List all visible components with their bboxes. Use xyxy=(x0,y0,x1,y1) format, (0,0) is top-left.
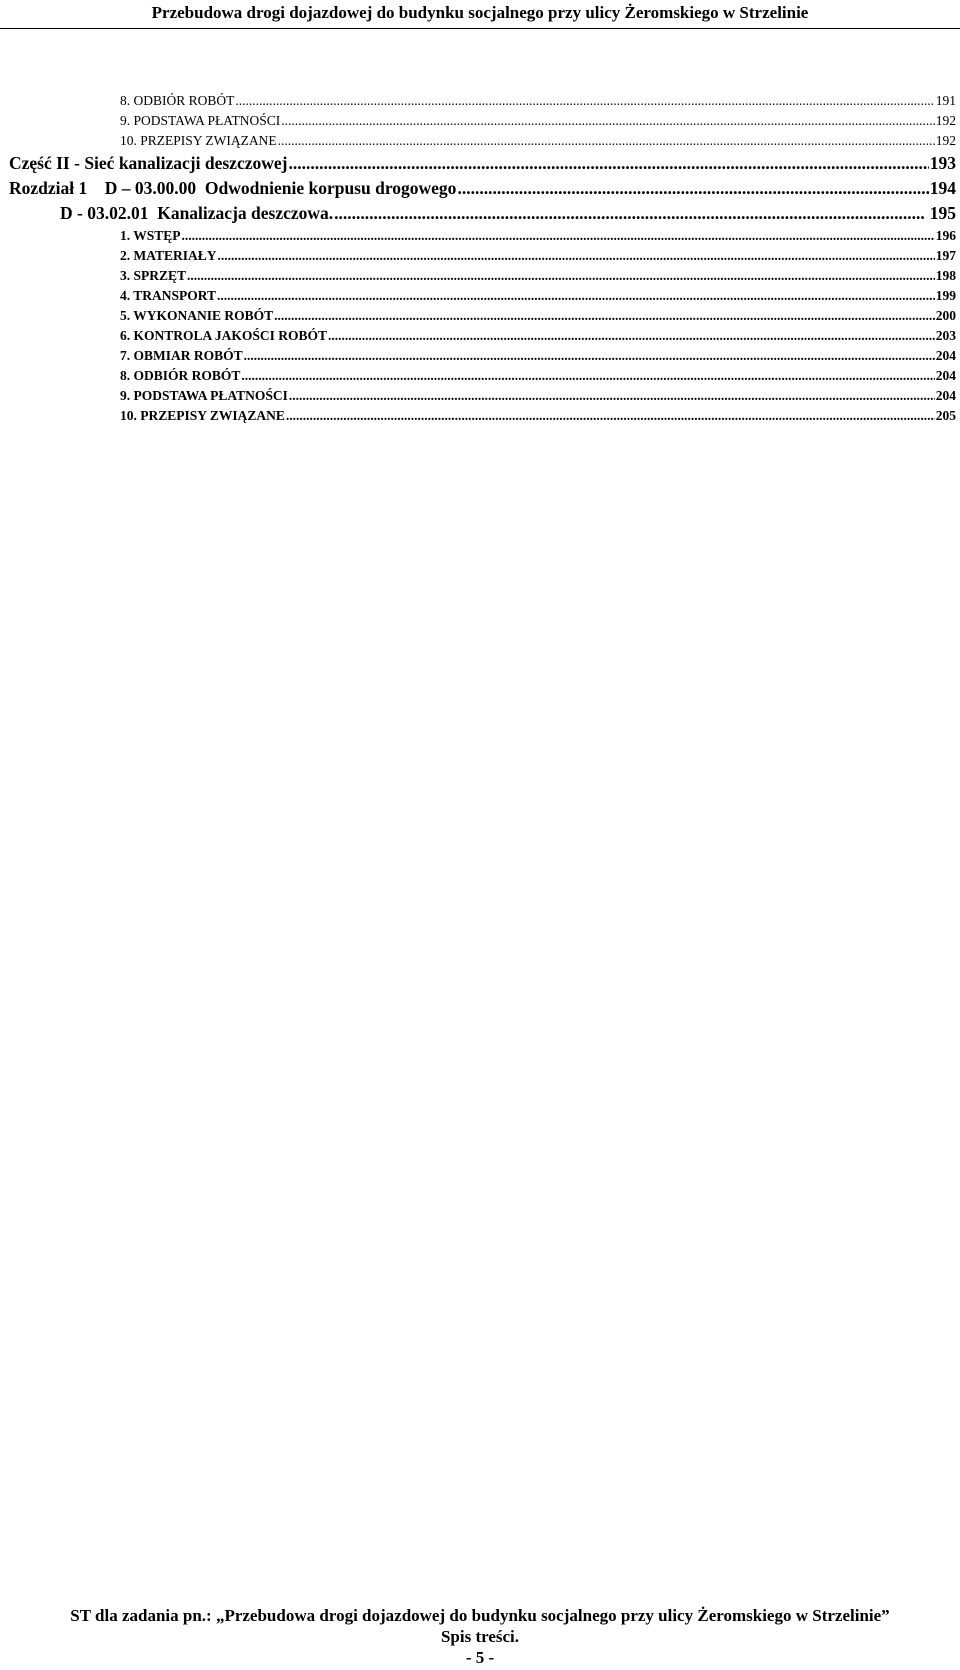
toc-entry[interactable] xyxy=(120,368,956,384)
toc-entry-label: D - 03.02.01 Kanalizacja deszczowa. xyxy=(60,203,334,223)
toc-leader-dots xyxy=(286,408,935,424)
toc-entry[interactable] xyxy=(120,328,956,344)
toc-entry-page: 191 xyxy=(935,93,956,108)
toc-entry-page: 198 xyxy=(935,268,956,283)
toc-entry-label: 4. TRANSPORT xyxy=(120,288,217,303)
toc-entry-page: 204 xyxy=(935,388,956,403)
toc-leader-dots xyxy=(328,328,935,344)
toc-entry-label: Rozdział 1 D – 03.00.00 Odwodnienie korpusu drogowego xyxy=(9,178,457,198)
toc-entry-page: 195 xyxy=(925,203,956,223)
toc-leader-dots xyxy=(288,153,928,174)
toc-entry-page: 193 xyxy=(929,153,956,173)
page-header xyxy=(0,0,960,29)
toc-entry-label: 7. OBMIAR ROBÓT xyxy=(120,348,243,363)
toc-entry-page: 197 xyxy=(935,248,956,263)
toc-entry[interactable] xyxy=(120,268,956,284)
toc-entry-label: 8. ODBIÓR ROBÓT xyxy=(120,368,241,383)
toc-entry[interactable] xyxy=(120,228,956,244)
toc-entry-page: 196 xyxy=(935,228,956,243)
toc-entry-page: 199 xyxy=(935,288,956,303)
toc-entry-label: 5. WYKONANIE ROBÓT xyxy=(120,308,274,323)
toc-entry-page: 204 xyxy=(935,368,956,383)
toc-entry-label: 10. PRZEPISY ZWIĄZANE xyxy=(120,408,285,423)
toc-entry-page: 203 xyxy=(935,328,956,343)
toc-leader-dots xyxy=(244,348,935,364)
toc-entry[interactable] xyxy=(120,113,956,129)
footer-section-name: Spis treści. xyxy=(440,1627,520,1646)
toc-entry[interactable] xyxy=(120,93,956,109)
page-footer xyxy=(0,1605,960,1668)
footer-document-title: ST dla zadania pn.: „Przebudowa drogi dojazdowej do budynku socjalnego przy ulicy Żeromskiego w Strzelinie” xyxy=(70,1606,890,1625)
toc-leader-dots xyxy=(457,178,928,199)
toc-entry[interactable] xyxy=(120,308,956,324)
toc-leader-dots xyxy=(278,133,935,149)
toc-entry[interactable] xyxy=(120,288,956,304)
toc-entry-label: 3. SPRZĘT xyxy=(120,268,187,283)
toc-entry-page: 192 xyxy=(935,113,956,128)
toc-leader-dots xyxy=(187,268,935,284)
toc-leader-dots xyxy=(235,93,934,109)
toc-entry-label: 2. MATERIAŁY xyxy=(120,248,217,263)
toc-leader-dots xyxy=(218,248,935,264)
toc-entry-label: 1. WSTĘP xyxy=(120,228,181,243)
toc-entry[interactable] xyxy=(120,388,956,404)
toc-entry-label: 6. KONTROLA JAKOŚCI ROBÓT xyxy=(120,328,328,343)
toc-entry-page: 192 xyxy=(935,133,956,148)
toc-leader-dots xyxy=(217,288,935,304)
toc-entry-page: 194 xyxy=(929,178,956,198)
toc-entry[interactable] xyxy=(120,248,956,264)
toc-entry[interactable] xyxy=(120,348,956,364)
toc-entry-label: Część II - Sieć kanalizacji deszczowej xyxy=(9,153,288,173)
toc-entry[interactable] xyxy=(120,408,956,424)
header-title: Przebudowa drogi dojazdowej do budynku socjalnego przy ulicy Żeromskiego w Strzelinie xyxy=(151,3,809,22)
toc-entry-label: 9. PODSTAWA PŁATNOŚCI xyxy=(120,113,281,128)
toc-entry-label: 10. PRZEPISY ZWIĄZANE xyxy=(120,133,277,148)
toc-leader-dots xyxy=(289,388,935,404)
toc-entry[interactable] xyxy=(120,133,956,149)
toc-leader-dots xyxy=(334,203,924,224)
toc-leader-dots xyxy=(281,113,935,129)
toc-entry[interactable] xyxy=(60,203,956,224)
footer-page-number: - 5 - xyxy=(465,1648,495,1667)
toc-leader-dots xyxy=(274,308,935,324)
toc-leader-dots xyxy=(182,228,935,244)
toc-leader-dots xyxy=(241,368,934,384)
toc-entry-page: 205 xyxy=(935,408,956,423)
toc-entry[interactable] xyxy=(9,178,956,199)
toc-entry-label: 8. ODBIÓR ROBÓT xyxy=(120,93,235,108)
toc-entry-label: 9. PODSTAWA PŁATNOŚCI xyxy=(120,388,288,403)
toc-entry[interactable] xyxy=(9,153,956,174)
toc-entry-page: 204 xyxy=(935,348,956,363)
toc-entry-page: 200 xyxy=(935,308,956,323)
